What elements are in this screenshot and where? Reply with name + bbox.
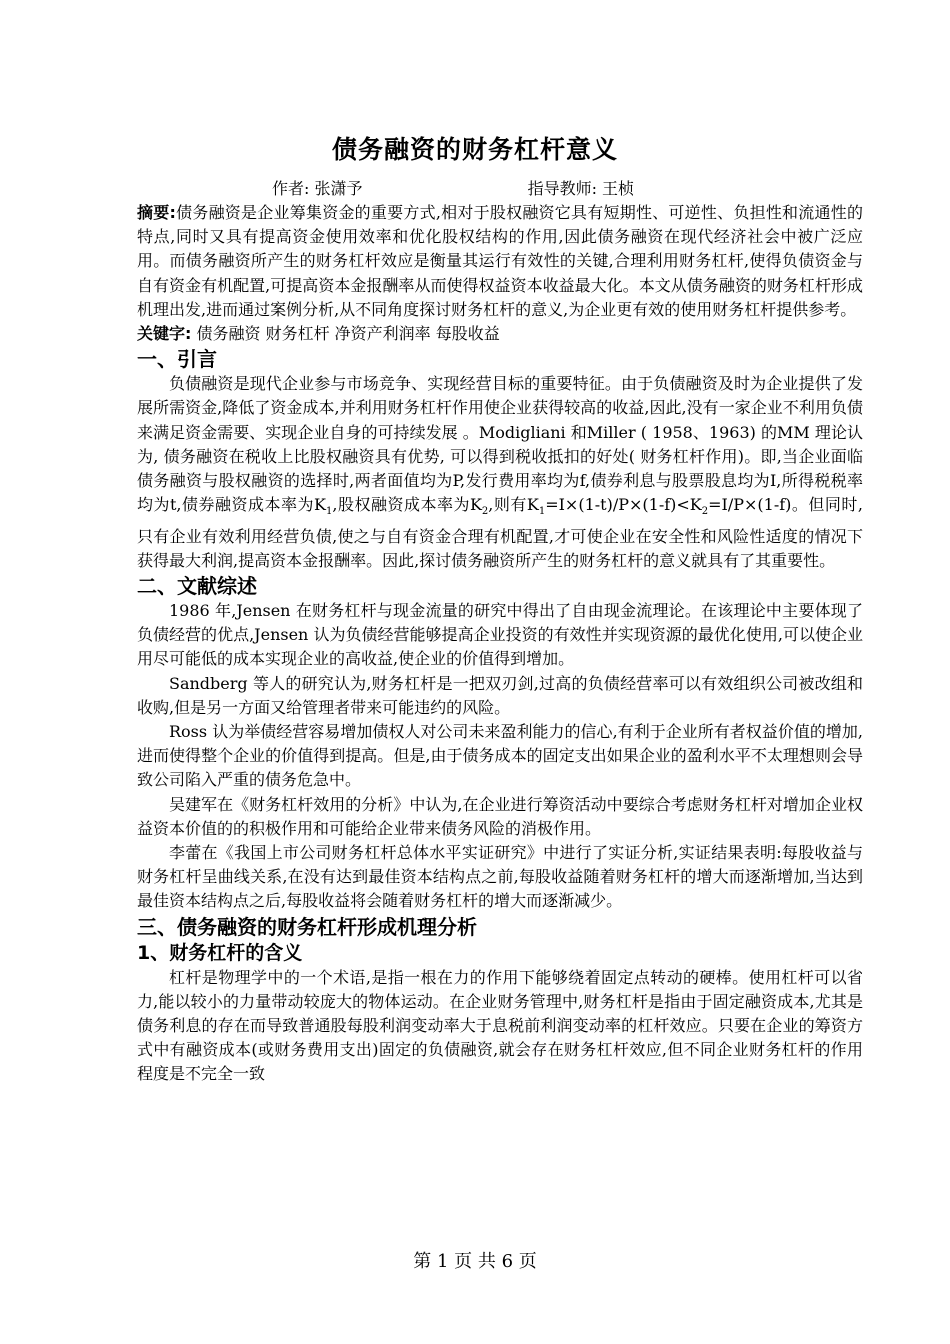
keywords [137, 322, 863, 346]
main-text [137, 201, 863, 1087]
author-name: 作者: 张潇予 [272, 179, 363, 198]
abstract [137, 201, 863, 322]
page-number: 第 1 页 共 6 页 [413, 1251, 537, 1272]
section-heading-literature: 二、文献综述 [137, 574, 257, 599]
abstract-label: 摘要: [137, 203, 176, 222]
literature-paragraph: 1986 年,Jensen 在财务杠杆与现金流量的研究中得出了自由现金流理论。在该理论中主要体现了负债经营的优点,Jensen 认为负债经营能够提高企业投资的有效性并实现资源的最优化使用,可以使企业用尽可能低的成本实现企业的高收益,使企业的价值得到增加。 [137, 601, 863, 669]
literature-paragraph: Ross 认为举债经营容易增加债权人对公司未来盈利能力的信心,有利于企业所有者权益价值的增加,进而使得整个企业的价值得到提高。但是,由于债务成本的固定支出如果企业的盈利水平不太理想则会导致公司陷入严重的债务危急中。 [137, 722, 863, 790]
keywords-text: 债务融资 财务杠杆 净资产利润率 每股收益 [196, 324, 500, 344]
literature-paragraph: 吴建军在《财务杠杆效用的分析》中认为,在企业进行筹资活动中要综合考虑财务杠杆对增加企业权益资本价值的的积极作用和可能给企业带来债务风险的消极作用。 [137, 794, 863, 838]
section-heading-mechanism: 三、债务融资的财务杠杆形成机理分析 [137, 914, 477, 939]
intro-paragraph: 负债融资是现代企业参与市场竞争、实现经营目标的重要特征。由于负债融资及时为企业提供了发展所需资金,降低了资金成本,并利用财务杠杆作用使企业获得较高的收益,因此,没有一家企业不利用负债来满足资金需要、实现企业自身的可持续发展 。Modigliani 和Miller ( 1958、1963) 的MM 理论认为, 债务融资在税收上比股权融资具有优势, 可以得到税收抵扣的好处( 财务杠杆作用)。即,当企业面临债务融资与股权融资的选择时,两者面值均为P,发行费用率均为f,债券利息与股票股息均为I,所得税税率均为t,债券融资成本率为$K_1$,股权融资成本率为$K_2$,则有$K_1=I\times(1-t)/P\times(1-f)<K_2=I/P\times(1-f)$。但同时,只有企业有效利用经营负债,使之与自有资金合理有机配置,才可使企业在安全性和风险性适度的情况下获得最大利润,提高资本金报酬率。因此,探讨债务融资所产生的财务杠杆的意义就具有了其重要性。 [137, 374, 863, 570]
literature-paragraph: 李蕾在《我国上市公司财务杠杆总体水平实证研究》中进行了实证分析,实证结果表明:每股收益与财务杠杆呈曲线关系,在没有达到最佳资本结构点之前,每股收益随着财务杠杆的增大而逐渐增加,当达到最佳资本结构点之后,每股收益将会随着财务杠杆的增大而逐渐减少。 [137, 843, 863, 911]
mechanism-paragraph: 杠杆是物理学中的一个术语,是指一根在力的作用下能够绕着固定点转动的硬棒。使用杠杆可以省力,能以较小的力量带动较庞大的物体运动。在企业财务管理中,财务杠杆是指由于固定融资成本,尤其是债务利息的存在而导致普通股每股利润变动率大于息税前利润变动率的杠杆效应。只要在企业的筹资方式中有融资成本(或财务费用支出)固定的负债融资,就会存在财务杠杆效应,但不同企业财务杠杆的作用程度是不完全一致 [137, 967, 863, 1084]
abstract-text: 债务融资是企业筹集资金的重要方式,相对于股权融资它具有短期性、可逆性、负担性和流通性的特点,同时又具有提高资金使用效率和优化股权结构的作用,因此债务融资在现代经济社会中被广泛应用。而债务融资所产生的财务杠杆效应是衡量其运行有效性的关键,合理利用财务杠杆,使得负债资金与自有资金有机配置,可提高资本金报酬率从而使得权益资本收益最大化。本文从债务融资的财务杠杆形成机理出发,进而通过案例分析,从不同角度探讨财务杠杆的意义,为企业更有效的使用财务杠杆提供参考。 [137, 203, 863, 319]
author-line [272, 176, 634, 199]
paper-title: 债务融资的财务杠杆意义 [331, 135, 618, 164]
literature-paragraph: Sandberg 等人的研究认为,财务杠杆是一把双刃剑,过高的负债经营率可以有效组织公司被改组和收购,但是另一方面又给管理者带来可能违约的风险。 [137, 673, 863, 717]
advisor-name: 指导教师: 王桢 [527, 179, 635, 198]
section-heading-intro: 一、引言 [137, 347, 217, 372]
subsection-heading: 1、财务杠杆的含义 [137, 941, 303, 964]
keywords-label: 关键字: [137, 324, 192, 344]
